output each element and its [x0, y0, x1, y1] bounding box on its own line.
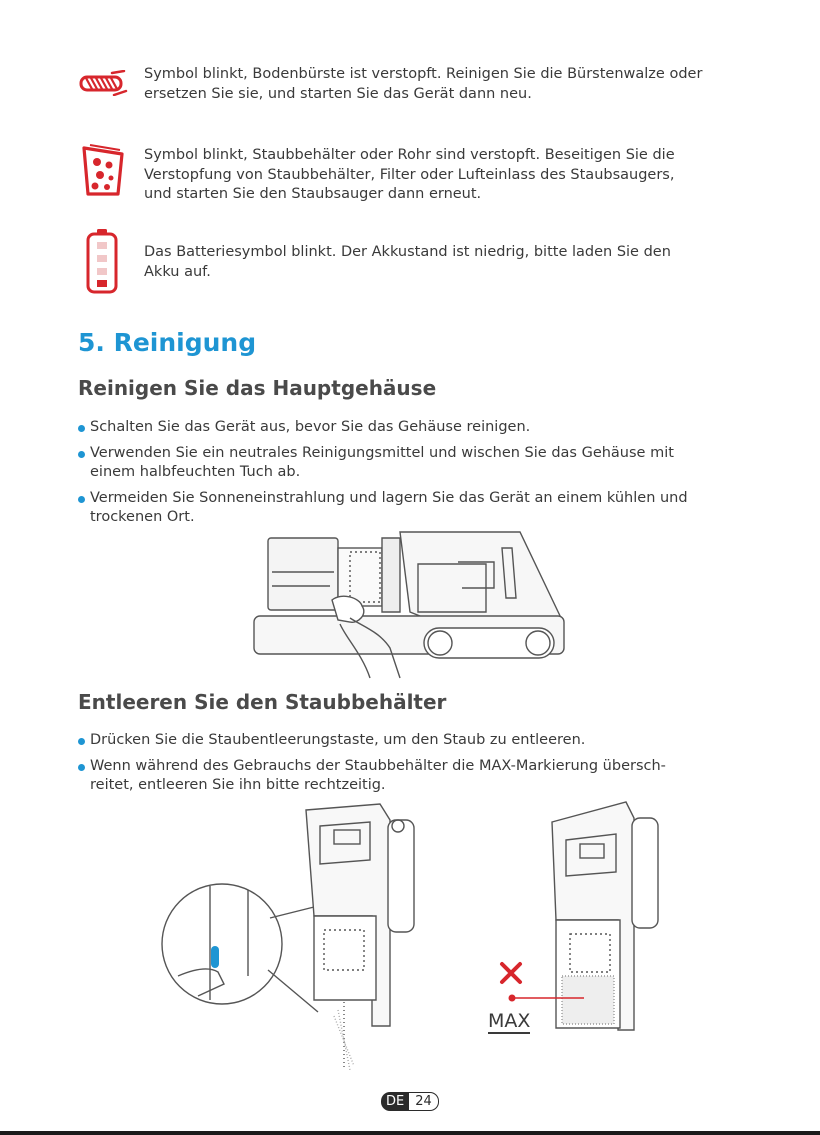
- page-number-badge: [381, 1092, 439, 1111]
- bottom-rule: [0, 1131, 820, 1135]
- dustbin-heading: Entleeren Sie den Staubbehälter: [78, 690, 447, 714]
- clogged-dustbin-icon: [80, 144, 126, 196]
- empty-dustbin-illustration: [158, 800, 418, 1072]
- language-label: DE: [381, 1092, 409, 1111]
- section-title: 5. Reinigung: [78, 328, 257, 357]
- note-line: Symbol blinkt, Bodenbürste ist verstopft. Reinigen Sie die Bürstenwalze oder: [144, 66, 703, 82]
- list-item: Wenn während des Gebrauchs der Staubbehälter die MAX-Markierung übersch- reitet, entleeren Sie ihn bitte rechtzeitig.: [78, 757, 666, 796]
- list-item: Verwenden Sie ein neutrales Reinigungsmittel und wischen Sie das Gehäuse mit einem halbfeuchten Tuch ab.: [78, 444, 688, 483]
- note-clogged-brush: [144, 65, 754, 104]
- note-line: Verstopfung von Staubbehälter, Filter oder Lufteinlass des Staubsaugers,: [144, 166, 675, 183]
- housing-heading: Reinigen Sie das Hauptgehäuse: [78, 376, 437, 400]
- note-line: Das Batteriesymbol blinkt. Der Akkustand ist niedrig, bitte laden Sie den: [144, 244, 671, 260]
- dustbin-bullets: [78, 731, 666, 796]
- note-line: Akku auf.: [144, 263, 211, 280]
- note-clogged-dustbin: [144, 146, 754, 205]
- list-item: Vermeiden Sie Sonneneinstrahlung und lagern Sie das Gerät an einem kühlen und trockenen Ort.: [78, 489, 688, 528]
- note-line: Symbol blinkt, Staubbehälter oder Rohr sind verstopft. Beseitigen Sie die: [144, 147, 675, 163]
- low-battery-icon: [86, 228, 118, 294]
- wipe-housing-illustration: [250, 528, 570, 686]
- list-item: Schalten Sie das Gerät aus, bevor Sie das Gehäuse reinigen.: [78, 418, 688, 438]
- max-label: MAX: [488, 1010, 531, 1032]
- housing-bullets: [78, 418, 688, 528]
- note-line: und starten Sie den Staubsauger dann erneut.: [144, 186, 482, 202]
- list-item: Drücken Sie die Staubentleerungstaste, um den Staub zu entleeren.: [78, 731, 666, 751]
- note-line: ersetzen Sie sie, und starten Sie das Gerät dann neu.: [144, 85, 532, 102]
- clogged-brush-icon: [78, 70, 128, 96]
- page-number: 24: [409, 1092, 439, 1111]
- note-low-battery: [144, 243, 754, 282]
